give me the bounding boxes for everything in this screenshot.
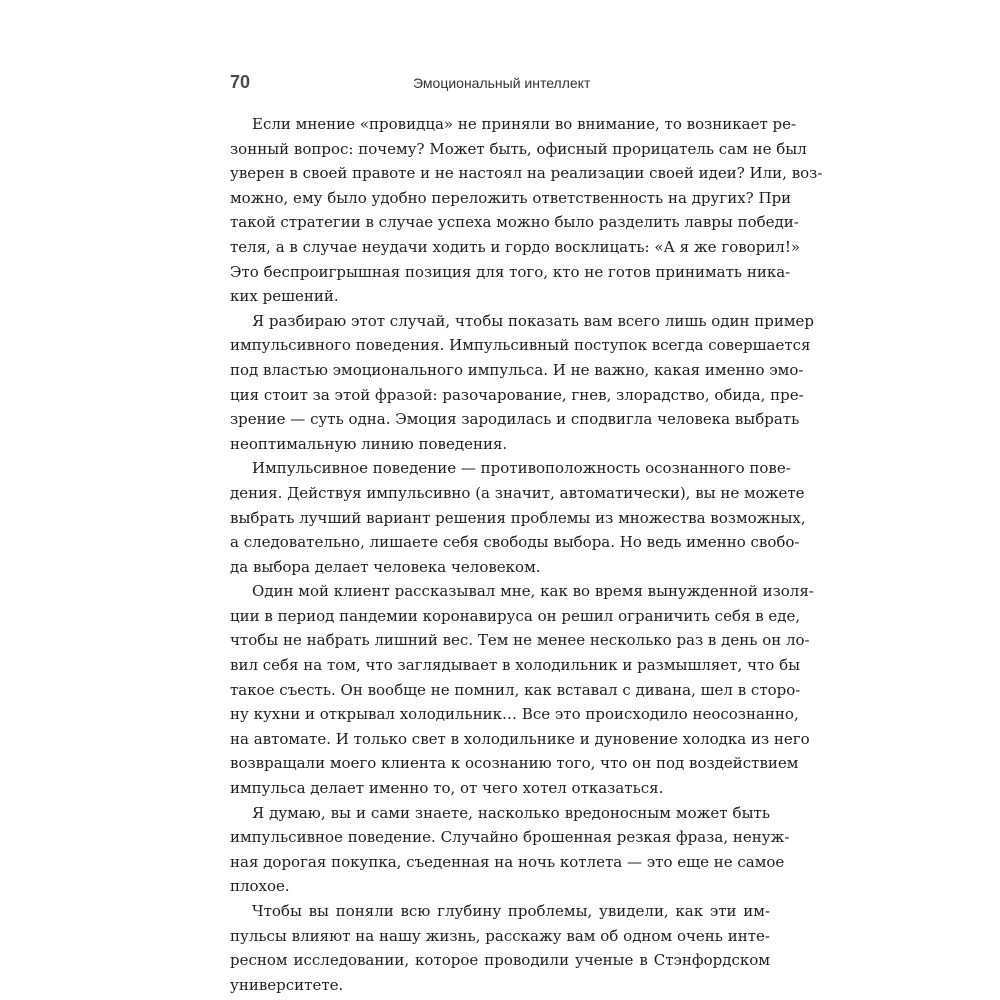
text-line: дения. Действуя импульсивно (а значит, автоматически), вы не можете: [230, 483, 805, 502]
text-line: Чтобы вы поняли всю глубину проблемы, увидели, как эти им-: [252, 902, 770, 920]
text-line: импульсивное поведение. Случайно брошенная резкая фраза, ненуж-: [230, 828, 790, 847]
text-line: ции в период пандемии коронавируса он решил ограничить себя в еде,: [230, 606, 801, 625]
text-line: на автомате. И только свет в холодильнике и дуновение холодка из него: [230, 729, 810, 748]
text-line: Импульсивное поведение — противоположность осознанного пове-: [252, 459, 791, 478]
text-line: зрение — суть одна. Эмоция зародилась и сподвигла человека выбрать: [230, 410, 800, 429]
text-line: теля, а в случае неудачи ходить и гордо восклицать: «А я же говорил!»: [230, 237, 801, 256]
text-line: уверен в своей правоте и не настоял на реализации своей идеи? Или, воз-: [230, 164, 823, 183]
paragraph: [230, 112, 823, 309]
text-line: такое съесть. Он вообще не помнил, как вставал с дивана, шел в сторо-: [230, 680, 801, 699]
page-number: 70: [230, 72, 251, 92]
text-line: ну кухни и открывал холодильник… Все это происходило неосознанно,: [230, 705, 799, 724]
text-line: ких решений.: [230, 287, 339, 306]
text-line: а следовательно, лишаете себя свободы выбора. Но ведь именно свобо-: [230, 533, 800, 552]
text-line: импульса делает именно то, от чего хотел отказаться.: [230, 779, 664, 798]
text-line: Если мнение «провидца» не приняли во внимание, то возникает ре-: [252, 115, 797, 133]
text-line: да выбора делает человека человеком.: [230, 557, 541, 576]
text-line: импульсивного поведения. Импульсивный поступок всегда совершается: [230, 336, 811, 355]
text-line: Это беспроигрышная позиция для того, кто не готов принимать ника-: [230, 262, 791, 281]
text-line: зонный вопрос: почему? Может быть, офисный прорицатель сам не был: [230, 139, 807, 158]
text-line: ция стоит за этой фразой: разочарование, гнев, злорадство, обида, пре-: [230, 385, 804, 404]
running-head: [230, 70, 770, 100]
text-line: плохое.: [230, 877, 290, 896]
paragraph: [230, 579, 814, 800]
text-line: выбрать лучший вариант решения проблемы из множества возможных,: [230, 508, 806, 527]
text-line: под властью эмоционального импульса. И не важно, какая именно эмо-: [230, 360, 804, 379]
text-line: пульсы влияют на нашу жизнь, расскажу вам об одном очень инте-: [230, 926, 770, 945]
text-line: университете.: [230, 975, 344, 994]
paragraph: [230, 456, 806, 579]
text-line: Я разбираю этот случай, чтобы показать вам всего лишь один пример: [252, 311, 815, 330]
text-line: неоптимальную линию поведения.: [230, 434, 508, 453]
paragraph: [230, 899, 770, 997]
paragraph: [230, 309, 815, 457]
text-line: чтобы не набрать лишний вес. Тем не менее несколько раз в день он ло-: [230, 631, 810, 650]
text-line: Я думаю, вы и сами знаете, насколько вредоносным может быть: [252, 803, 770, 822]
text-line: такой стратегии в случае успеха можно было разделить лавры победи-: [230, 213, 799, 232]
text-line: ресном исследовании, которое проводили ученые в Стэнфордском: [230, 951, 770, 970]
paragraph: [230, 801, 790, 899]
text-line: вил себя на том, что заглядывает в холодильник и размышляет, что бы: [230, 656, 801, 675]
text-line: ная дорогая покупка, съеденная на ночь котлета — это еще не самое: [230, 852, 785, 871]
body-text: [230, 112, 823, 997]
text-line: Один мой клиент рассказывал мне, как во время вынужденной изоля-: [252, 582, 814, 601]
text-line: можно, ему было удобно переложить ответственность на других? При: [230, 188, 792, 207]
chapter-title: Эмоциональный интеллект: [413, 75, 591, 91]
text-line: возвращали моего клиента к осознанию того, что он под воздействием: [230, 754, 799, 773]
